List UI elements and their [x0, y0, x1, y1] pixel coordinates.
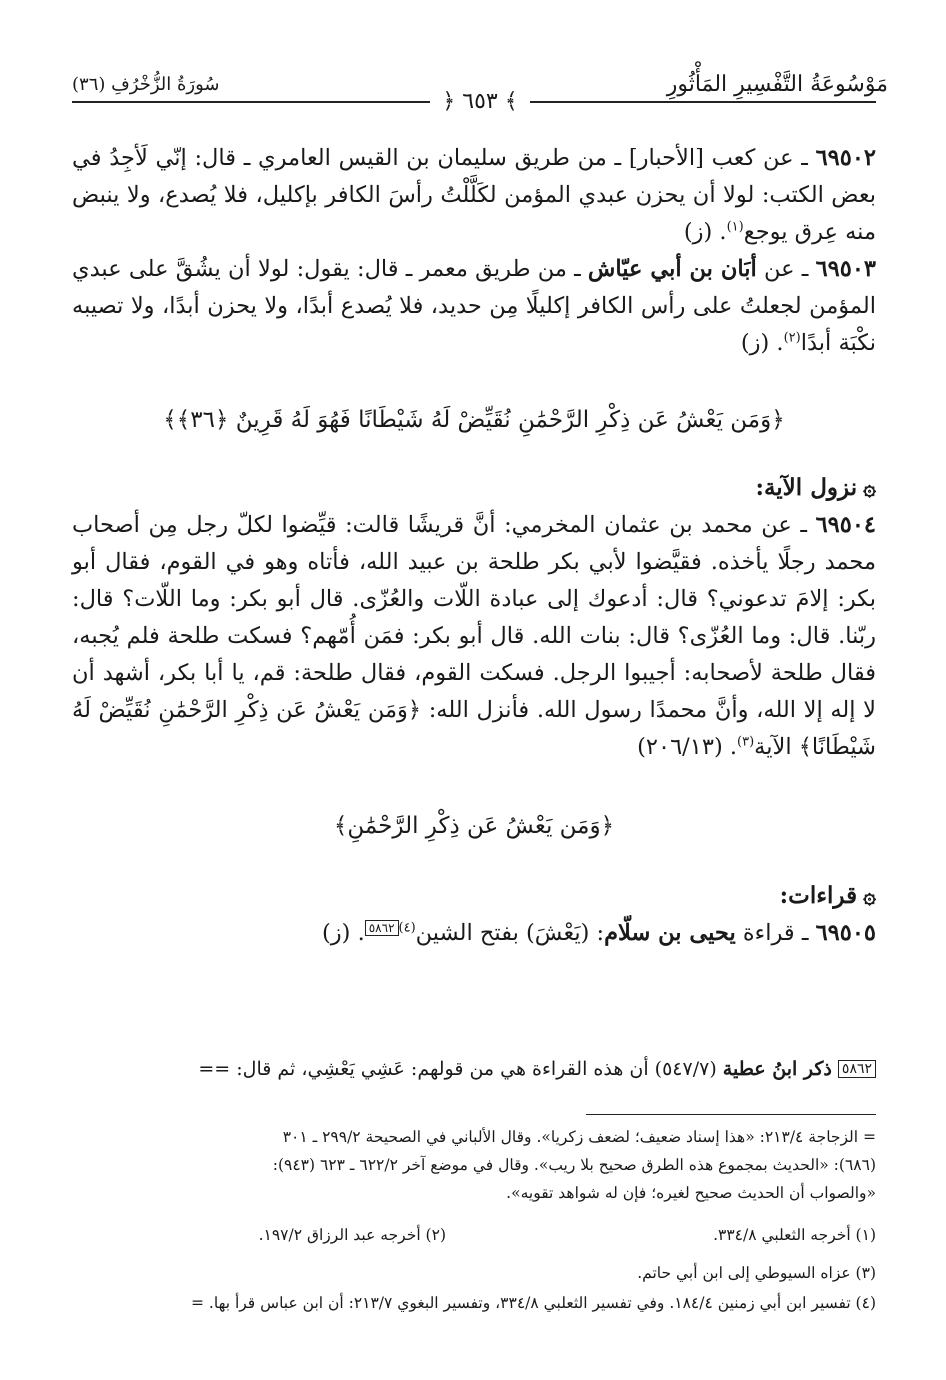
- paragraph-tail: . (٢٠٦/١٣): [637, 734, 738, 760]
- footnote-2: (٢) أخرجه عبد الرزاق ١٩٧/٢.: [258, 1226, 446, 1244]
- star-ornament-icon: ۞: [863, 475, 876, 501]
- page-number-value: ٦٥٣: [462, 89, 498, 114]
- footnote-4: (٤) تفسير ابن أبي زمنين ١٨٤/٤. وفي تفسير الثعلبي ٣٣٤/٨، وتفسير البغوي ٢١٣/٧: أن ابن عباس قرأ بها. =: [191, 1294, 876, 1312]
- paragraph-tail: . (ز): [740, 330, 784, 356]
- quran-verse-fragment: ﴿وَمَن يَعْشُ عَن ذِكْرِ الرَّحْمَٰنِ﴾: [333, 813, 615, 839]
- paragraph-lead: ـ عن: [756, 256, 816, 282]
- paragraph-text: ـ عن كعب [الأحبار] ـ من طريق سليمان بن القيس العامري ـ قال: إنّي لَأجِدُ في بعض الكتب: لولا أن يحزن عبدي المؤمن لكَلَّلْتُ رأسَ الكافر بإكليل، فلا يُصدع، ولا ينبض منه عِرق يوجع: [72, 145, 876, 245]
- paragraph-text: : (يَعْشَ) بفتح الشين: [415, 920, 605, 946]
- footnote-rule: [586, 1114, 876, 1115]
- header-rule-left: [72, 101, 432, 103]
- paragraph-lead: ـ قراءة: [735, 920, 816, 946]
- footnote-marker: (٤): [398, 920, 416, 936]
- ornament-left-icon: ﴿: [442, 89, 456, 114]
- hadith-number: ٦٩٥٠٣: [815, 256, 876, 282]
- hadith-number: ٦٩٥٠٤: [815, 512, 876, 538]
- page-number: [430, 86, 530, 118]
- paragraph-tail: . (ز): [683, 219, 727, 245]
- reciter-name: يحيى بن سلّام: [604, 920, 736, 946]
- heading-label: نزول الآية:: [755, 474, 858, 501]
- footnote-1: (١) أخرجه الثعلبي ٣٣٤/٨.: [713, 1226, 876, 1244]
- header-rule-right: [528, 101, 876, 103]
- footnote-3: (٣) عزاه السيوطي إلى ابن أبي حاتم.: [637, 1264, 876, 1282]
- paragraph-text: ـ من طريق معمر ـ قال: يقول: لولا أن يشُقَّ على عبدي المؤمن لجعلتُ على رأس الكافر إكليلًا مِن حديد، فلا يُصدع أبدًا، ولا يحزن أبدًا، ولا تصيبه نكْبَة أبدًا: [72, 256, 876, 356]
- surah-label: سُورَةُ الزُّخْرُفِ (٣٦): [72, 74, 220, 95]
- main-text: [72, 140, 876, 952]
- quran-verse: ﴿وَمَن يَعْشُ عَن ذِكْرِ الرَّحْمَٰنِ نُقَيِّضْ لَهُ شَيْطَانًا فَهُوَ لَهُ قَرِينٌ ﴿٣٦﴾﴾: [163, 407, 785, 433]
- paragraph-69505: [72, 915, 876, 952]
- footnote-marker: (٣): [737, 734, 755, 750]
- section-heading-revelation: [72, 469, 876, 507]
- note-reference-box: ٥٨٦٢: [838, 1060, 876, 1078]
- book-title: مَوْسُوعَةُ التَّفْسِيرِ المَأْثُورِ: [666, 72, 888, 97]
- paragraph-tail: . (ز): [322, 920, 365, 946]
- hadith-number: ٦٩٥٠٥: [815, 920, 876, 946]
- note-separator: [52, 1042, 876, 1044]
- footnote-continued-1: = الزجاجة ٢١٣/٤: «هذا إسناد ضعيف؛ لضعف زكريا». وقال الألباني في الصحيحة ٢٩٩/٢ ـ ٣٠١: [282, 1128, 876, 1146]
- note-author: ذكر ابنُ عطية: [722, 1058, 832, 1080]
- footnote-marker: (٢): [783, 330, 801, 346]
- note-reference-box: ٥٨٦٢: [365, 920, 399, 936]
- note-text: (٥٤٧/٧) أن هذه القراءة هي من قولهم: عَشِي يَعْشِي، ثم قال: ==: [198, 1058, 723, 1080]
- footnote-continued-3: «والصواب أن الحديث صحيح لغيره؛ فإن له شواهد تقويه».: [506, 1184, 876, 1202]
- paragraph-text: ـ عن محمد بن عثمان المخرمي: أنَّ قريشًا قالت: قيِّضوا لكلّ رجل مِن أصحاب محمد رجلًا يأخذه. فقيَّضوا لأبي بكر طلحة بن عبيد الله، فأتاه وهو في القوم، فقال أبو بكر: إلامَ تدعوني؟ قال: أدعوك إلى عبادة اللّات والعُزّى. قال أبو بكر: وما اللّات؟ قال: ربّنا. قال: وما العُزّى؟ قال: بنات الله. قال أبو بكر: فمَن أُمّهم؟ فسكت طلحة فلم يُجبه، فقال طلحة لأصحابه: أجيبوا الرجل. فسكت القوم، فقال طلحة: قم، يا أبا بكر، أشهد أن لا إله إلا الله، وأنَّ محمدًا رسول الله. فأنزل الله:: [72, 512, 877, 723]
- paragraph-69503: [72, 251, 876, 362]
- footnote-continued-2: (٦٨٦): «الحديث بمجموع هذه الطرق صحيح بلا ريب». وقال في موضع آخر ٦٢٢/٢ ـ ٦٢٣ (٩٤٣):: [272, 1156, 876, 1174]
- footnote-marker: (١): [726, 219, 744, 235]
- ornament-right-icon: ﴾: [504, 89, 518, 114]
- hadith-number: ٦٩٥٠٢: [815, 145, 876, 171]
- section-heading-readings: [72, 877, 876, 915]
- inline-verse: ﴿وَمَن يَعْشُ عَن ذِكْرِ الرَّحْمَٰنِ نُقَيِّضْ لَهُ شَيْطَانًا﴾: [72, 697, 876, 760]
- paragraph-69502: [72, 140, 876, 251]
- commentary-note: [34, 1052, 876, 1086]
- heading-label: قراءات:: [779, 882, 858, 909]
- paragraph-69504: [72, 507, 876, 766]
- paragraph-text-2: الآية: [754, 734, 799, 760]
- star-ornament-icon: ۞: [863, 883, 876, 909]
- narrator-name: أبَان بن أبي عيّاش: [587, 256, 757, 282]
